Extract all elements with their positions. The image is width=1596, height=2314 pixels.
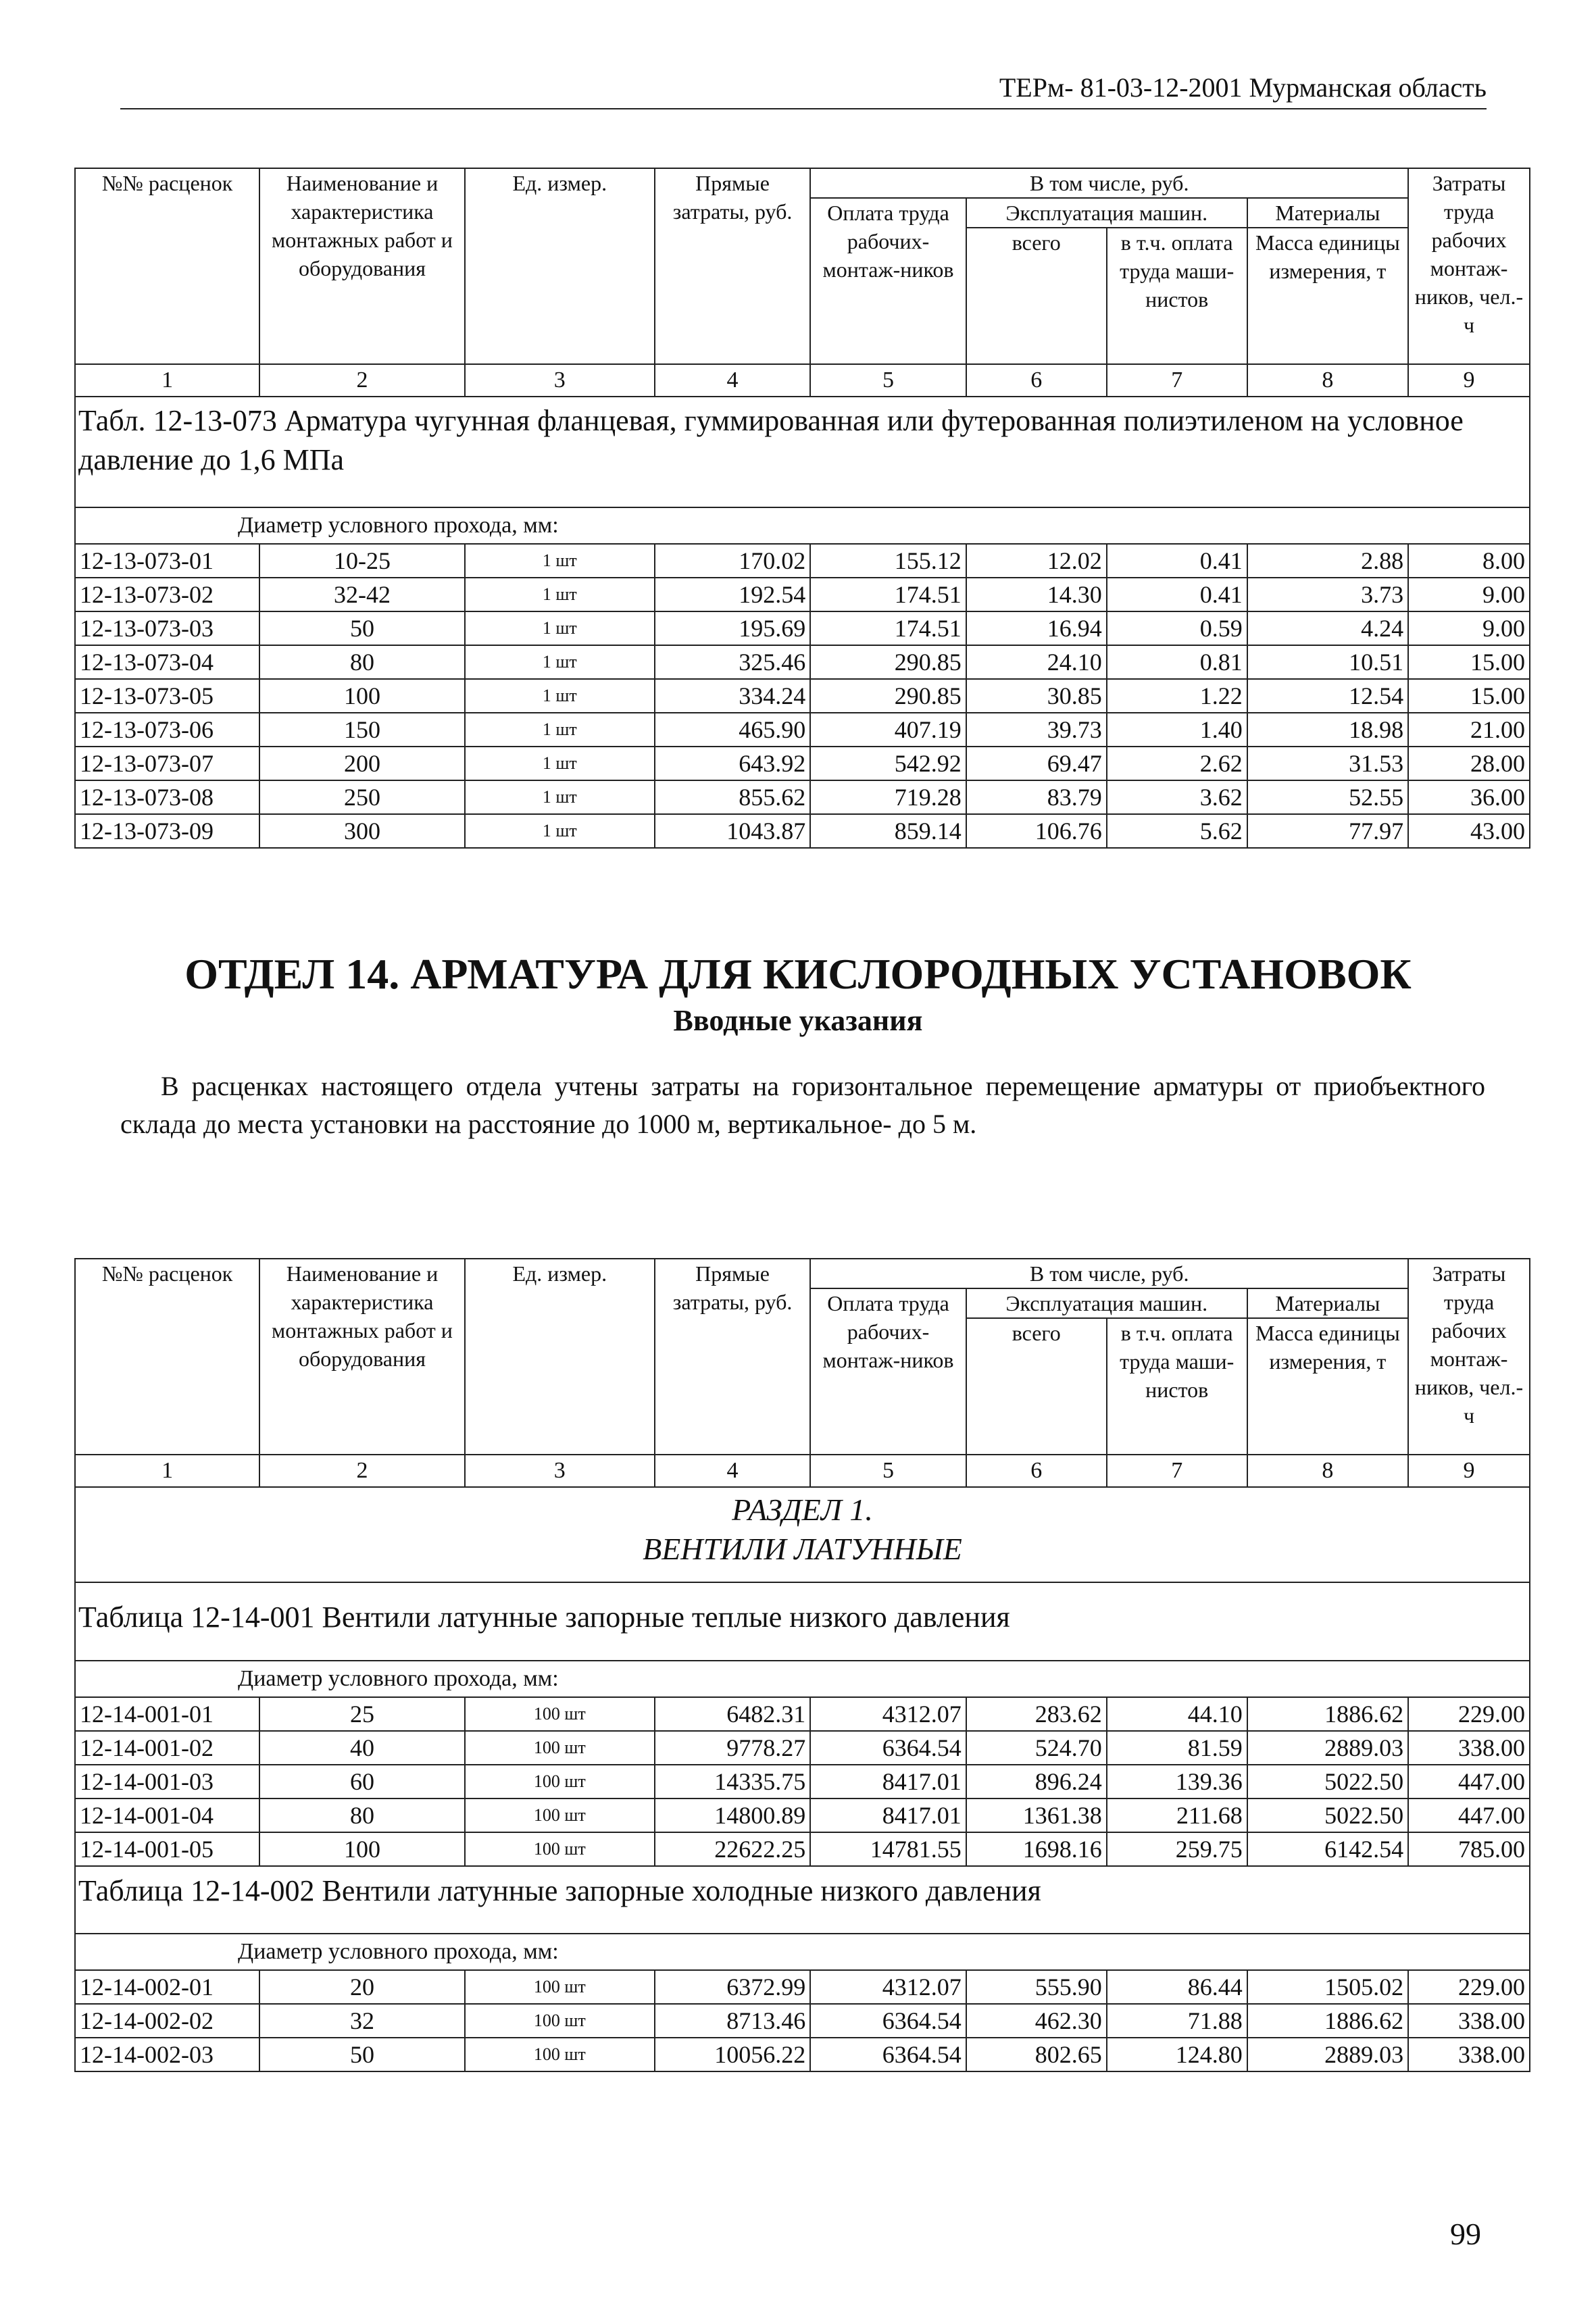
cell-unit: 100 шт xyxy=(465,1799,655,1832)
cell-direct-costs: 6482.31 xyxy=(655,1697,810,1731)
cell-diameter: 300 xyxy=(259,814,465,848)
cell-direct-costs: 14800.89 xyxy=(655,1799,810,1832)
cell-unit: 100 шт xyxy=(465,1765,655,1799)
cell-operator-wages: 124.80 xyxy=(1107,2038,1247,2071)
page-number: 99 xyxy=(1450,2217,1481,2251)
cell-unit: 100 шт xyxy=(465,2038,655,2071)
cell-operator-wages: 0.59 xyxy=(1107,611,1247,645)
cell-code: 12-14-001-05 xyxy=(75,1832,259,1866)
col-header-direct-costs: Прямые затраты, руб. xyxy=(655,168,810,364)
col-number: 1 xyxy=(75,364,259,397)
cell-unit: 100 шт xyxy=(465,1832,655,1866)
table-row xyxy=(75,1731,1530,1765)
cell-machines: 462.30 xyxy=(966,2004,1107,2038)
cell-machines: 524.70 xyxy=(966,1731,1107,1765)
cell-diameter: 250 xyxy=(259,780,465,814)
cell-direct-costs: 22622.25 xyxy=(655,1832,810,1866)
col-number: 2 xyxy=(259,1455,465,1487)
cell-unit: 100 шт xyxy=(465,1697,655,1731)
cell-labor: 21.00 xyxy=(1408,713,1530,747)
cell-code: 12-14-002-03 xyxy=(75,2038,259,2071)
col-number: 6 xyxy=(966,1455,1107,1487)
cell-mass: 18.98 xyxy=(1247,713,1408,747)
cell-labor: 8.00 xyxy=(1408,544,1530,578)
cell-diameter: 32-42 xyxy=(259,578,465,611)
cell-labor: 229.00 xyxy=(1408,1970,1530,2004)
cell-diameter: 200 xyxy=(259,747,465,780)
rates-table-12-14 xyxy=(74,1258,1530,2072)
table-row xyxy=(75,1970,1530,2004)
cell-direct-costs: 9778.27 xyxy=(655,1731,810,1765)
col-header-mass: Масса единицы измерения, т xyxy=(1247,228,1408,364)
col-number: 4 xyxy=(655,1455,810,1487)
col-number: 5 xyxy=(810,1455,966,1487)
section-subtitle: Вводные указания xyxy=(673,1004,923,1037)
cell-machines: 106.76 xyxy=(966,814,1107,848)
table-row xyxy=(75,2038,1530,2071)
cell-diameter: 100 xyxy=(259,1832,465,1866)
cell-unit: 100 шт xyxy=(465,1731,655,1765)
cell-machines: 24.10 xyxy=(966,645,1107,679)
cell-code: 12-13-073-09 xyxy=(75,814,259,848)
cell-operator-wages: 211.68 xyxy=(1107,1799,1247,1832)
cell-code: 12-13-073-02 xyxy=(75,578,259,611)
table-row xyxy=(75,578,1530,611)
cell-code: 12-14-001-02 xyxy=(75,1731,259,1765)
col-number: 4 xyxy=(655,364,810,397)
cell-diameter: 150 xyxy=(259,713,465,747)
col-number: 5 xyxy=(810,364,966,397)
cell-mass: 31.53 xyxy=(1247,747,1408,780)
cell-mass: 3.73 xyxy=(1247,578,1408,611)
cell-mass: 12.54 xyxy=(1247,679,1408,713)
cell-operator-wages: 44.10 xyxy=(1107,1697,1247,1731)
table-row xyxy=(75,2004,1530,2038)
cell-wages: 174.51 xyxy=(810,578,966,611)
col-number: 7 xyxy=(1107,1455,1247,1487)
cell-wages: 14781.55 xyxy=(810,1832,966,1866)
cell-mass: 2889.03 xyxy=(1247,2038,1408,2071)
cell-direct-costs: 195.69 xyxy=(655,611,810,645)
cell-labor: 9.00 xyxy=(1408,611,1530,645)
cell-mass: 77.97 xyxy=(1247,814,1408,848)
cell-wages: 4312.07 xyxy=(810,1970,966,2004)
cell-mass: 5022.50 xyxy=(1247,1765,1408,1799)
cell-unit: 100 шт xyxy=(465,2004,655,2038)
cell-labor: 15.00 xyxy=(1408,679,1530,713)
cell-wages: 859.14 xyxy=(810,814,966,848)
col-header-machines: Эксплуатация машин. xyxy=(966,1288,1247,1318)
cell-code: 12-13-073-05 xyxy=(75,679,259,713)
col-header-unit: Ед. измер. xyxy=(465,168,655,364)
cell-code: 12-13-073-03 xyxy=(75,611,259,645)
col-header-materials: Материалы xyxy=(1247,198,1408,228)
cell-wages: 8417.01 xyxy=(810,1765,966,1799)
cell-diameter: 50 xyxy=(259,611,465,645)
cell-diameter: 80 xyxy=(259,1799,465,1832)
col-header-direct-costs: Прямые затраты, руб. xyxy=(655,1259,810,1455)
diameter-label: Диаметр условного прохода, мм: xyxy=(75,507,1530,544)
cell-operator-wages: 81.59 xyxy=(1107,1731,1247,1765)
cell-code: 12-14-001-04 xyxy=(75,1799,259,1832)
cell-labor: 338.00 xyxy=(1408,2004,1530,2038)
cell-direct-costs: 465.90 xyxy=(655,713,810,747)
cell-labor: 9.00 xyxy=(1408,578,1530,611)
table-row xyxy=(75,611,1530,645)
cell-machines: 83.79 xyxy=(966,780,1107,814)
cell-wages: 6364.54 xyxy=(810,2038,966,2071)
cell-wages: 6364.54 xyxy=(810,1731,966,1765)
col-header-group: В том числе, руб. xyxy=(810,168,1408,198)
cell-labor: 229.00 xyxy=(1408,1697,1530,1731)
col-number: 2 xyxy=(259,364,465,397)
cell-labor: 43.00 xyxy=(1408,814,1530,848)
cell-machines: 16.94 xyxy=(966,611,1107,645)
cell-labor: 785.00 xyxy=(1408,1832,1530,1866)
cell-code: 12-13-073-04 xyxy=(75,645,259,679)
cell-diameter: 60 xyxy=(259,1765,465,1799)
cell-code: 12-14-002-02 xyxy=(75,2004,259,2038)
cell-unit: 100 шт xyxy=(465,1970,655,2004)
diameter-label: Диаметр условного прохода, мм: xyxy=(75,1934,1530,1970)
col-number: 3 xyxy=(465,364,655,397)
col-header-labor: Затраты труда рабочих монтаж-ников, чел.-ч xyxy=(1408,1259,1530,1455)
cell-operator-wages: 0.41 xyxy=(1107,544,1247,578)
cell-mass: 2889.03 xyxy=(1247,1731,1408,1765)
col-number: 3 xyxy=(465,1455,655,1487)
col-number: 8 xyxy=(1247,1455,1408,1487)
cell-unit: 1 шт xyxy=(465,679,655,713)
intro-paragraph: В расценках настоящего отдела учтены затраты на горизонтальное перемещение арматуры от приобъектного склада до места установки на расстояние до 1000 м, вертикальное- до 5 м. xyxy=(120,1071,1485,1139)
cell-mass: 10.51 xyxy=(1247,645,1408,679)
cell-code: 12-13-073-06 xyxy=(75,713,259,747)
cell-wages: 407.19 xyxy=(810,713,966,747)
cell-labor: 447.00 xyxy=(1408,1765,1530,1799)
rates-table-12-13-073 xyxy=(74,168,1530,849)
cell-diameter: 80 xyxy=(259,645,465,679)
col-header-materials: Материалы xyxy=(1247,1288,1408,1318)
cell-operator-wages: 1.40 xyxy=(1107,713,1247,747)
col-header-machines-total: всего xyxy=(966,1318,1107,1455)
table-row xyxy=(75,679,1530,713)
col-header-operator-wages: в т.ч. оплата труда маши-нистов xyxy=(1107,1318,1247,1455)
cell-machines: 39.73 xyxy=(966,713,1107,747)
col-header-machines-total: всего xyxy=(966,228,1107,364)
cell-direct-costs: 643.92 xyxy=(655,747,810,780)
col-header-operator-wages: в т.ч. оплата труда маши-нистов xyxy=(1107,228,1247,364)
cell-labor: 36.00 xyxy=(1408,780,1530,814)
cell-machines: 1698.16 xyxy=(966,1832,1107,1866)
cell-machines: 69.47 xyxy=(966,747,1107,780)
table-row xyxy=(75,1697,1530,1731)
cell-operator-wages: 1.22 xyxy=(1107,679,1247,713)
col-header-name: Наименование и характеристика монтажных работ и оборудования xyxy=(259,1259,465,1455)
col-header-group: В том числе, руб. xyxy=(810,1259,1408,1288)
cell-diameter: 100 xyxy=(259,679,465,713)
col-number: 9 xyxy=(1408,364,1530,397)
cell-direct-costs: 334.24 xyxy=(655,679,810,713)
table-row xyxy=(75,1832,1530,1866)
cell-unit: 1 шт xyxy=(465,645,655,679)
cell-direct-costs: 325.46 xyxy=(655,645,810,679)
col-number: 7 xyxy=(1107,364,1247,397)
cell-mass: 1886.62 xyxy=(1247,1697,1408,1731)
cell-mass: 4.24 xyxy=(1247,611,1408,645)
cell-unit: 1 шт xyxy=(465,611,655,645)
cell-machines: 30.85 xyxy=(966,679,1107,713)
col-header-wages: Оплата труда рабочих-монтаж-ников xyxy=(810,198,966,364)
cell-operator-wages: 71.88 xyxy=(1107,2004,1247,2038)
cell-code: 12-13-073-01 xyxy=(75,544,259,578)
cell-machines: 896.24 xyxy=(966,1765,1107,1799)
cell-mass: 1886.62 xyxy=(1247,2004,1408,2038)
col-header-mass: Масса единицы измерения, т xyxy=(1247,1318,1408,1455)
cell-labor: 338.00 xyxy=(1408,2038,1530,2071)
cell-labor: 15.00 xyxy=(1408,645,1530,679)
cell-labor: 28.00 xyxy=(1408,747,1530,780)
col-header-name: Наименование и характеристика монтажных работ и оборудования xyxy=(259,168,465,364)
cell-wages: 8417.01 xyxy=(810,1799,966,1832)
cell-direct-costs: 14335.75 xyxy=(655,1765,810,1799)
cell-code: 12-14-002-01 xyxy=(75,1970,259,2004)
cell-operator-wages: 3.62 xyxy=(1107,780,1247,814)
cell-diameter: 20 xyxy=(259,1970,465,2004)
table-title: Таблица 12-14-002 Вентили латунные запорные холодные низкого давления xyxy=(75,1866,1530,1934)
cell-operator-wages: 0.81 xyxy=(1107,645,1247,679)
cell-wages: 174.51 xyxy=(810,611,966,645)
cell-diameter: 40 xyxy=(259,1731,465,1765)
cell-wages: 4312.07 xyxy=(810,1697,966,1731)
cell-unit: 1 шт xyxy=(465,578,655,611)
table-row xyxy=(75,1765,1530,1799)
col-number: 8 xyxy=(1247,364,1408,397)
running-header: ТЕРм- 81-03-12-2001 Мурманская область xyxy=(120,68,1487,109)
cell-operator-wages: 139.36 xyxy=(1107,1765,1247,1799)
cell-direct-costs: 855.62 xyxy=(655,780,810,814)
table-row xyxy=(75,780,1530,814)
cell-unit: 1 шт xyxy=(465,780,655,814)
cell-wages: 542.92 xyxy=(810,747,966,780)
cell-direct-costs: 6372.99 xyxy=(655,1970,810,2004)
cell-code: 12-13-073-08 xyxy=(75,780,259,814)
cell-direct-costs: 1043.87 xyxy=(655,814,810,848)
cell-mass: 2.88 xyxy=(1247,544,1408,578)
cell-wages: 290.85 xyxy=(810,679,966,713)
table-row xyxy=(75,1799,1530,1832)
col-header-code: №№ расценок xyxy=(75,168,259,364)
cell-operator-wages: 5.62 xyxy=(1107,814,1247,848)
cell-unit: 1 шт xyxy=(465,544,655,578)
cell-machines: 283.62 xyxy=(966,1697,1107,1731)
table-title: Табл. 12-13-073 Арматура чугунная фланцевая, гуммированная или футерованная полиэтиленом на условное давление до 1,6 МПа xyxy=(75,397,1530,507)
table-title: Таблица 12-14-001 Вентили латунные запорные теплые низкого давления xyxy=(75,1582,1530,1661)
cell-code: 12-13-073-07 xyxy=(75,747,259,780)
razdel-heading xyxy=(75,1487,1530,1582)
cell-machines: 1361.38 xyxy=(966,1799,1107,1832)
cell-machines: 555.90 xyxy=(966,1970,1107,2004)
cell-mass: 52.55 xyxy=(1247,780,1408,814)
cell-wages: 155.12 xyxy=(810,544,966,578)
cell-machines: 12.02 xyxy=(966,544,1107,578)
cell-machines: 802.65 xyxy=(966,2038,1107,2071)
col-header-code: №№ расценок xyxy=(75,1259,259,1455)
section-title: ОТДЕЛ 14. АРМАТУРА ДЛЯ КИСЛОРОДНЫХ УСТАНОВОК xyxy=(184,950,1412,998)
cell-machines: 14.30 xyxy=(966,578,1107,611)
cell-mass: 6142.54 xyxy=(1247,1832,1408,1866)
cell-operator-wages: 259.75 xyxy=(1107,1832,1247,1866)
cell-direct-costs: 8713.46 xyxy=(655,2004,810,2038)
cell-diameter: 10-25 xyxy=(259,544,465,578)
cell-diameter: 50 xyxy=(259,2038,465,2071)
cell-unit: 1 шт xyxy=(465,747,655,780)
diameter-label: Диаметр условного прохода, мм: xyxy=(75,1661,1530,1697)
cell-operator-wages: 86.44 xyxy=(1107,1970,1247,2004)
col-number: 1 xyxy=(75,1455,259,1487)
table-row xyxy=(75,645,1530,679)
col-number: 9 xyxy=(1408,1455,1530,1487)
table-row xyxy=(75,814,1530,848)
cell-labor: 338.00 xyxy=(1408,1731,1530,1765)
cell-unit: 1 шт xyxy=(465,713,655,747)
table-row xyxy=(75,747,1530,780)
col-header-labor: Затраты труда рабочих монтаж-ников, чел.-ч xyxy=(1408,168,1530,364)
cell-operator-wages: 2.62 xyxy=(1107,747,1247,780)
cell-diameter: 32 xyxy=(259,2004,465,2038)
cell-code: 12-14-001-03 xyxy=(75,1765,259,1799)
col-number: 6 xyxy=(966,364,1107,397)
cell-operator-wages: 0.41 xyxy=(1107,578,1247,611)
cell-unit: 1 шт xyxy=(465,814,655,848)
razdel-line-2: ВЕНТИЛИ ЛАТУННЫЕ xyxy=(643,1532,962,1566)
razdel-line-1: РАЗДЕЛ 1. xyxy=(732,1492,873,1527)
cell-mass: 1505.02 xyxy=(1247,1970,1408,2004)
col-header-machines: Эксплуатация машин. xyxy=(966,198,1247,228)
cell-diameter: 25 xyxy=(259,1697,465,1731)
cell-direct-costs: 10056.22 xyxy=(655,2038,810,2071)
cell-direct-costs: 192.54 xyxy=(655,578,810,611)
cell-mass: 5022.50 xyxy=(1247,1799,1408,1832)
cell-wages: 719.28 xyxy=(810,780,966,814)
cell-wages: 6364.54 xyxy=(810,2004,966,2038)
cell-labor: 447.00 xyxy=(1408,1799,1530,1832)
cell-wages: 290.85 xyxy=(810,645,966,679)
col-header-wages: Оплата труда рабочих-монтаж-ников xyxy=(810,1288,966,1455)
table-row xyxy=(75,713,1530,747)
cell-code: 12-14-001-01 xyxy=(75,1697,259,1731)
col-header-unit: Ед. измер. xyxy=(465,1259,655,1455)
table-row xyxy=(75,544,1530,578)
cell-direct-costs: 170.02 xyxy=(655,544,810,578)
